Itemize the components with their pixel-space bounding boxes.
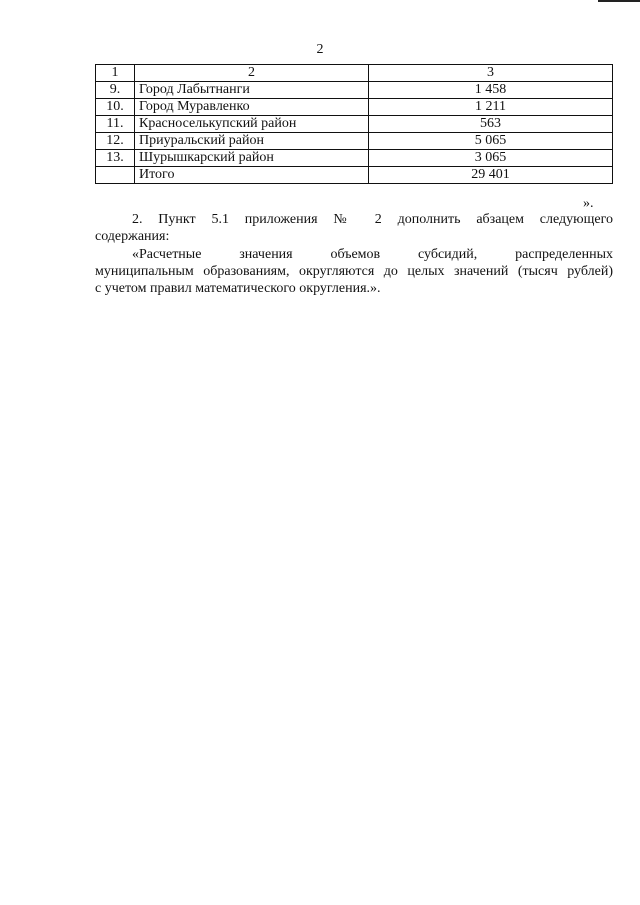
table-row	[96, 116, 613, 133]
header-cell-2: 2	[135, 65, 369, 82]
row-municipality: Город Лабытнанги	[135, 82, 369, 99]
row-value: 5 065	[369, 133, 613, 150]
row-number: 13.	[96, 150, 135, 167]
header-cell-3: 3	[369, 65, 613, 82]
header-cell-1: 1	[96, 65, 135, 82]
row-total-value: 29 401	[369, 167, 613, 184]
row-number: 11.	[96, 116, 135, 133]
quoted-paragraph-line-2: муниципальным образованиям, округляются до целых значений (тысяч рублей)	[95, 264, 613, 279]
row-municipality: Шурышкарский район	[135, 150, 369, 167]
table-row	[96, 150, 613, 167]
row-total-label: Итого	[135, 167, 369, 184]
paragraph-2-line-1: 2. Пункт 5.1 приложения № 2 дополнить абзацем следующего	[132, 212, 613, 227]
quoted-paragraph-line-1: «Расчетные значения объемов субсидий, распределенных	[132, 247, 613, 262]
row-value: 1 458	[369, 82, 613, 99]
table-header-row	[96, 65, 613, 82]
row-number: 9.	[96, 82, 135, 99]
row-number: 12.	[96, 133, 135, 150]
table-row	[96, 133, 613, 150]
table-row	[96, 99, 613, 116]
row-municipality: Город Муравленко	[135, 99, 369, 116]
row-number: 10.	[96, 99, 135, 116]
row-value: 563	[369, 116, 613, 133]
quoted-paragraph-line-3: с учетом правил математического округления.».	[95, 281, 381, 296]
row-number	[96, 167, 135, 184]
row-municipality: Красноселькупский район	[135, 116, 369, 133]
table-row	[96, 82, 613, 99]
scan-edge-mark	[598, 0, 640, 2]
paragraph-2-line-2: содержания:	[95, 229, 170, 244]
closing-quote: ».	[583, 196, 594, 211]
table-total-row	[96, 167, 613, 184]
row-value: 1 211	[369, 99, 613, 116]
subsidy-table	[95, 64, 613, 184]
row-value: 3 065	[369, 150, 613, 167]
page-number: 2	[316, 42, 324, 57]
row-municipality: Приуральский район	[135, 133, 369, 150]
